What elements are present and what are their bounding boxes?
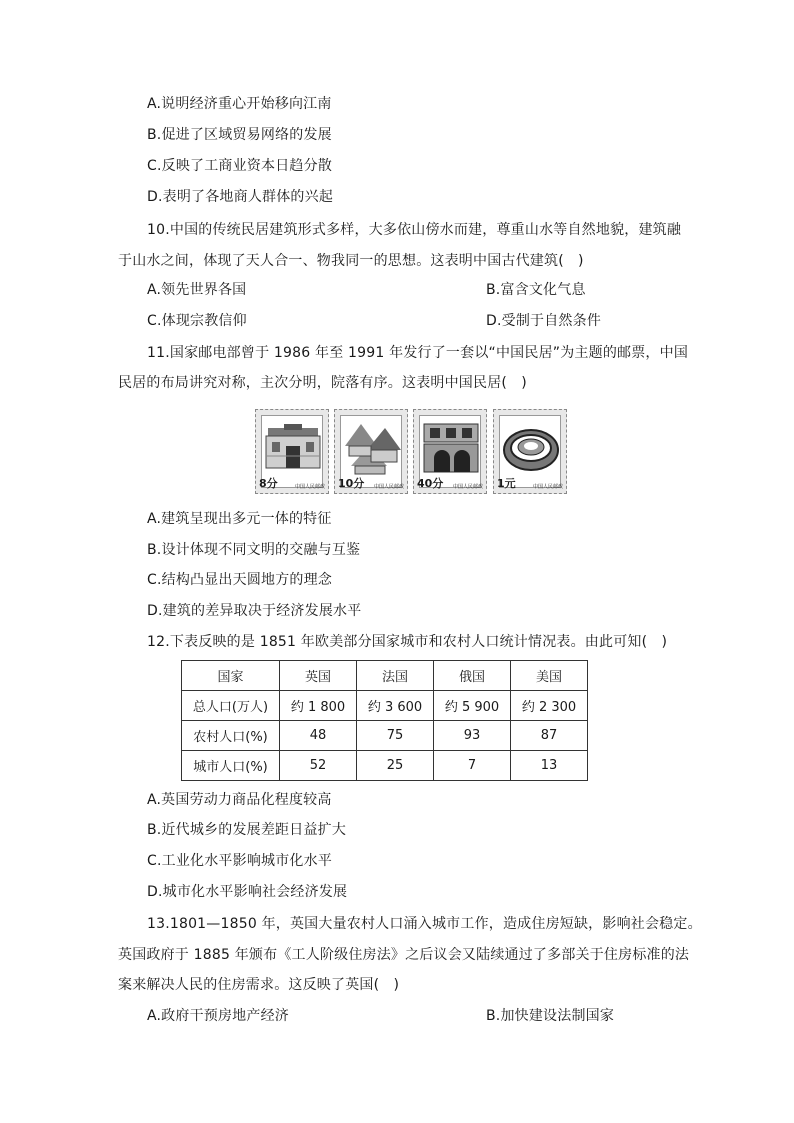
stamp-caption: 中国人民邮政: [452, 484, 483, 490]
q9-option-a: A.说明经济重心开始移向江南: [147, 96, 332, 112]
q10-option-b: B.富含文化气息: [486, 282, 586, 298]
q10-stem-line2: 于山水之间，体现了天人合一、物我同一的思想。这表明中国古代建筑( ): [118, 253, 584, 269]
table-cell: 7: [434, 751, 511, 781]
table-header-row: [182, 661, 588, 691]
stamp-10: [334, 409, 408, 494]
q11-option-c: C.结构凸显出天圆地方的理念: [147, 572, 333, 588]
q11-stem-line2: 民居的布局讲究对称，主次分明，院落有序。这表明中国民居( ): [118, 375, 527, 391]
q11-stem-line1: 11.国家邮电部曾于 1986 年至 1991 年发行了一套以“中国民居”为主题的邮票，中国: [147, 345, 689, 361]
q12-option-a: A.英国劳动力商品化程度较高: [147, 792, 332, 808]
table-cell: 48: [280, 721, 357, 751]
stamp-1-yuan: [493, 409, 567, 494]
q13-stem-line2: 英国政府于 1885 年颁布《工人阶级住房法》之后议会又陆续通过了多部关于住房标准的法: [118, 947, 690, 963]
q9-option-c: C.反映了工商业资本日趋分散: [147, 158, 333, 174]
q13-option-a: A.政府干预房地产经济: [147, 1008, 289, 1024]
stamp-caption: 中国人民邮政: [373, 484, 404, 490]
table-row: [182, 691, 588, 721]
stamp-caption: 中国人民邮政: [294, 484, 325, 490]
q13-option-b: B.加快建设法制国家: [486, 1008, 615, 1024]
stamp-value: 10分: [338, 477, 365, 490]
population-table: [181, 660, 588, 781]
q10-stem-line1: 10.中国的传统民居建筑形式多样，大多依山傍水而建，尊重山水等自然地貌，建筑融: [147, 222, 682, 238]
stamp-value: 8分: [259, 477, 278, 490]
table-row: [182, 751, 588, 781]
q12-option-c: C.工业化水平影响城市化水平: [147, 853, 333, 869]
table-cell: 75: [357, 721, 434, 751]
table-cell: 约 1 800: [280, 691, 357, 721]
table-cell: 52: [280, 751, 357, 781]
table-cell: 25: [357, 751, 434, 781]
stamp-8: [255, 409, 329, 494]
table-cell: 农村人口(%): [182, 721, 280, 751]
stamp-value: 1元: [497, 477, 516, 490]
q11-option-b: B.设计体现不同文明的交融与互鉴: [147, 542, 361, 558]
table-cell: 约 5 900: [434, 691, 511, 721]
table-cell: 87: [511, 721, 588, 751]
q13-stem-line1: 13.1801—1850 年，英国大量农村人口涌入城市工作，造成住房短缺，影响社会稳定。: [147, 916, 702, 932]
stamp-set-image: [255, 409, 567, 494]
table-cell: 总人口(万人): [182, 691, 280, 721]
q9-option-b: B.促进了区域贸易网络的发展: [147, 127, 332, 143]
table-header-cell: 法国: [357, 661, 434, 691]
stamp-caption: 中国人民邮政: [532, 484, 563, 490]
stamp-40: [413, 409, 487, 494]
q9-option-d: D.表明了各地商人群体的兴起: [147, 189, 334, 205]
q13-stem-line3: 案来解决人民的住房需求。这反映了英国( ): [118, 977, 400, 993]
table-header-cell: 俄国: [434, 661, 511, 691]
q10-option-a: A.领先世界各国: [147, 282, 247, 298]
table-header-cell: 美国: [511, 661, 588, 691]
q11-option-d: D.建筑的差异取决于经济发展水平: [147, 603, 362, 619]
q12-option-d: D.城市化水平影响社会经济发展: [147, 884, 348, 900]
table-cell: 约 3 600: [357, 691, 434, 721]
q10-option-c: C.体现宗教信仰: [147, 313, 247, 329]
q10-option-d: D.受制于自然条件: [486, 313, 602, 329]
q12-option-b: B.近代城乡的发展差距日益扩大: [147, 822, 347, 838]
q12-stem: 12.下表反映的是 1851 年欧美部分国家城市和农村人口统计情况表。由此可知( ): [147, 634, 668, 650]
table-header-cell: 国家: [182, 661, 280, 691]
table-cell: 93: [434, 721, 511, 751]
table-cell: 13: [511, 751, 588, 781]
table-cell: 城市人口(%): [182, 751, 280, 781]
stamp-value: 40分: [417, 477, 444, 490]
table-cell: 约 2 300: [511, 691, 588, 721]
q11-option-a: A.建筑呈现出多元一体的特征: [147, 511, 332, 527]
table-row: [182, 721, 588, 751]
table-header-cell: 英国: [280, 661, 357, 691]
